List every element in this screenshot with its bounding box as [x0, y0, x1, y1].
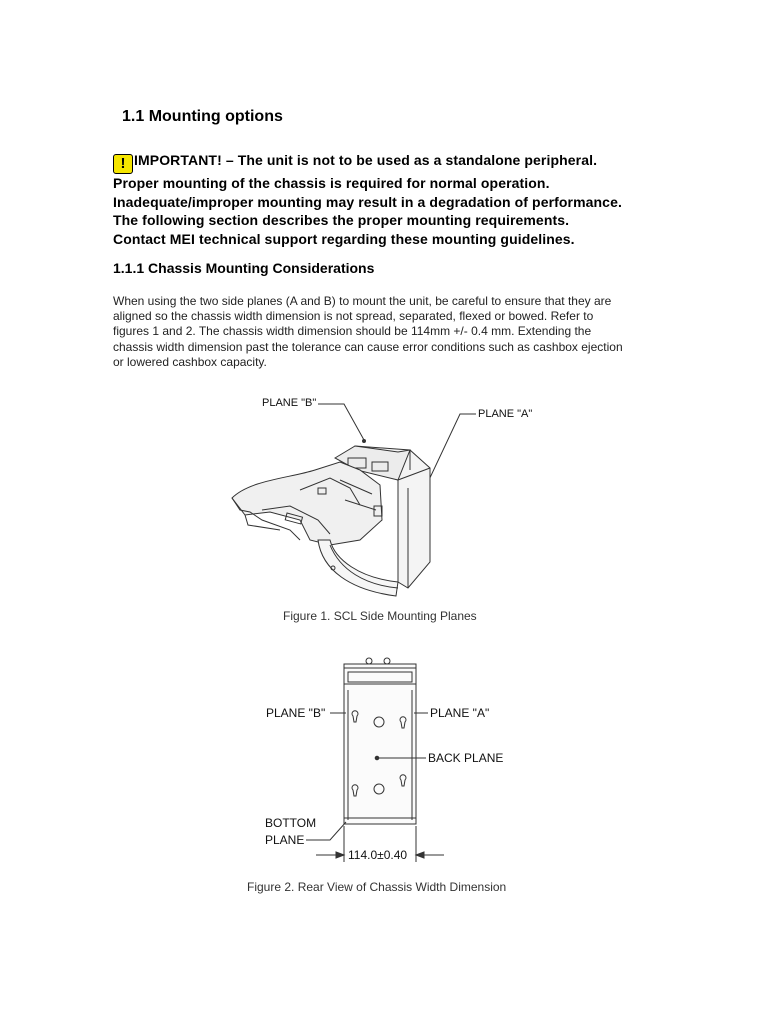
warning-icon: !: [113, 154, 133, 174]
figure-2-caption: Figure 2. Rear View of Chassis Width Dimension: [247, 880, 507, 894]
important-line-3: Inadequate/improper mounting may result in a degradation of performance.: [113, 193, 622, 210]
figure-1-caption: Figure 1. SCL Side Mounting Planes: [283, 609, 477, 623]
figure-2-label-plane-b: PLANE "B": [266, 706, 326, 720]
important-line-5: Contact MEI technical support regarding these mounting guidelines.: [113, 230, 575, 247]
paragraph-line: When using the two side planes (A and B) to mount the unit, be careful to ensure that they are: [113, 294, 612, 308]
paragraph-line: figures 1 and 2. The chassis width dimension should be 114mm +/- 0.4 mm. Extending the: [113, 324, 592, 339]
paragraph-line: or lowered cashbox capacity.: [113, 354, 267, 369]
paragraph-line: aligned so the chassis width dimension is not spread, separated, flexed or bowed. Refer to: [113, 309, 594, 324]
figure-1-label-plane-a: PLANE "A": [478, 408, 533, 420]
figure-2-label-bottom: BOTTOM: [265, 816, 317, 830]
figure-2-dimension-label: 114.0±0.40: [348, 848, 408, 862]
figure-2-label-plane-a: PLANE "A": [430, 706, 490, 720]
figure-2-label-back-plane: BACK PLANE: [428, 751, 504, 765]
important-line-4: The following section describes the proper mounting requirements.: [113, 212, 570, 228]
subsection-title: 1.1.1 Chassis Mounting Considerations: [113, 260, 375, 276]
important-text-1: IMPORTANT! – The unit is not to be used as a standalone peripheral.: [134, 152, 598, 168]
important-line-2: Proper mounting of the chassis is required for normal operation.: [113, 175, 550, 191]
figure-2-label-plane: PLANE: [265, 833, 305, 847]
section-title: 1.1 Mounting options: [122, 108, 283, 125]
figure-1-label-plane-b: PLANE "B": [262, 397, 317, 409]
paragraph-line: chassis width dimension past the tolerance can cause error conditions such as cashbox ejection: [113, 339, 623, 354]
